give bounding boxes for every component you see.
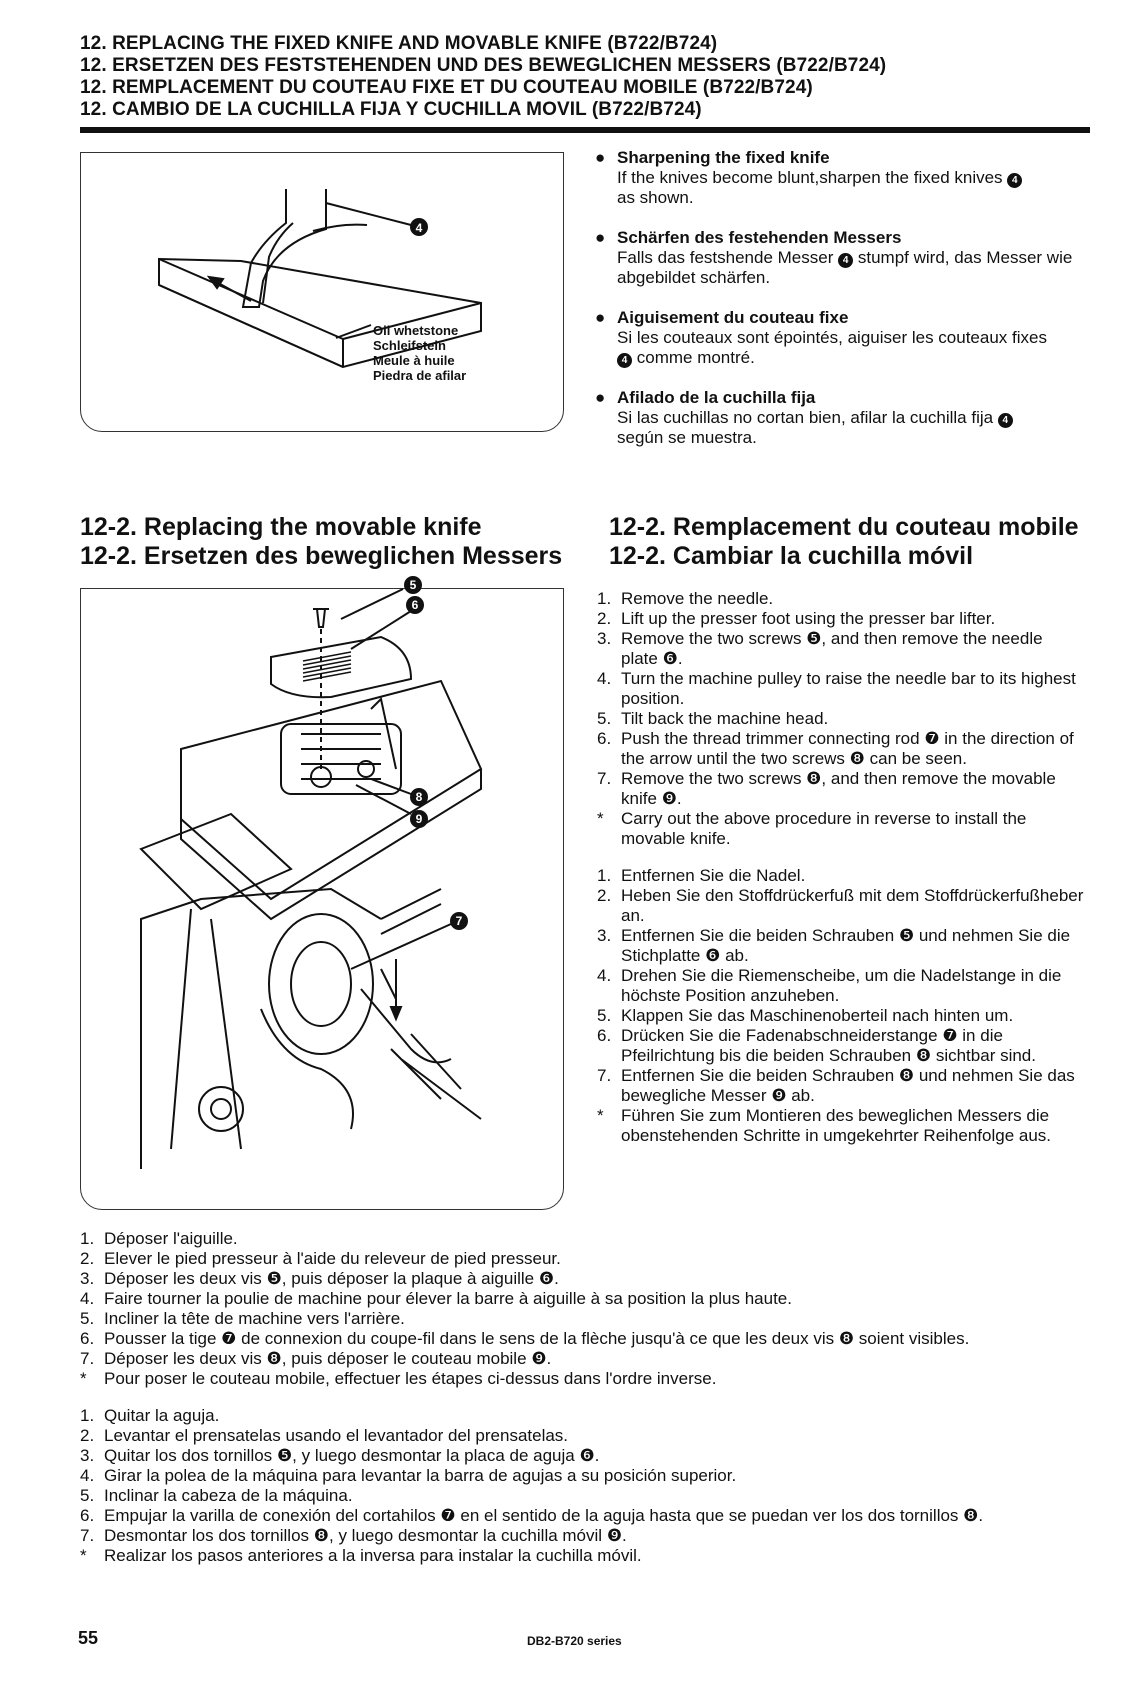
sharpening-fr-text-end: comme montré. bbox=[636, 348, 755, 367]
whetstone-illustration bbox=[81, 153, 563, 431]
list-item: 4. Faire tourner la poulie de machine pour élever la barre à aiguille à sa position la plus haute. bbox=[80, 1289, 792, 1308]
list-item: 7. Déposer les deux vis ❽, puis déposer le couteau mobile ❾. bbox=[80, 1349, 552, 1368]
sharpening-fr-heading: Aiguisement du couteau fixe bbox=[617, 308, 849, 327]
title-es: 12. CAMBIO DE LA CUCHILLA FIJA Y CUCHILLA MOVIL (B722/B724) bbox=[80, 99, 702, 120]
list-item: 6. Drücken Sie die Fadenabschneiderstange ❼ in die Pfeilrichtung bis die beiden Schrauben ❽ sichtbar sind. bbox=[597, 1026, 1036, 1065]
sharpening-fr: ● Aiguisement du couteau fixe Si les couteaux sont épointés, aiguiser les couteaux fixes 4 comme montré. bbox=[617, 308, 1084, 368]
page-number: 55 bbox=[78, 1628, 99, 1648]
list-item: 5. Incliner la tête de machine vers l'arrière. bbox=[80, 1309, 405, 1328]
list-item: 5. Inclinar la cabeza de la máquina. bbox=[80, 1486, 353, 1505]
list-item: 2. Levantar el prensatelas usando el levantador del prensatelas. bbox=[80, 1426, 569, 1445]
list-item: 4. Turn the machine pulley to raise the needle bar to its highest position. bbox=[597, 669, 1076, 708]
label-oil-whetstone: Oil whetstone bbox=[373, 323, 459, 338]
figure-movable-knife bbox=[80, 578, 564, 1210]
list-item: 3. Déposer les deux vis ❺, puis déposer la plaque à aiguille ❻. bbox=[80, 1269, 559, 1288]
list-item: 7. Remove the two screws ❽, and then remove the movable knife ❾. bbox=[597, 769, 1056, 808]
label-piedra: Piedra de afilar bbox=[373, 368, 467, 383]
list-item: 5. Klappen Sie das Maschinenoberteil nach hinten um. bbox=[597, 1006, 1014, 1025]
title-en: 12. REPLACING THE FIXED KNIFE AND MOVABLE KNIFE (B722/B724) bbox=[80, 33, 718, 54]
list-item: * Führen Sie zum Montieren des beweglichen Messers die obenstehenden Schritte in umgekehrter Reihenfolge aus. bbox=[597, 1106, 1052, 1145]
sharpening-de-text-end: stumpf wird, das Messer wie abgebildet schärfen. bbox=[617, 248, 1073, 287]
section2-title-en: 12-2. Replacing the movable knife bbox=[80, 513, 482, 541]
list-item: 3. Entfernen Sie die beiden Schrauben ❺ und nehmen Sie die Stichplatte ❻ ab. bbox=[597, 926, 1071, 965]
sharpening-fr-text: Si les couteaux sont épointés, aiguiser les couteaux fixes bbox=[617, 328, 1047, 347]
series-label: DB2-B720 series bbox=[527, 1634, 622, 1648]
steps-fr bbox=[80, 1229, 1090, 1389]
section2-title-es: 12-2. Cambiar la cuchilla móvil bbox=[609, 542, 974, 570]
callout-9-label: 9 bbox=[415, 812, 423, 826]
steps-en bbox=[597, 589, 1084, 849]
callout-6-label: 6 bbox=[411, 598, 419, 612]
list-item: 3. Quitar los dos tornillos ❺, y luego desmontar la placa de aguja ❻. bbox=[80, 1446, 600, 1465]
list-item: 1. Quitar la aguja. bbox=[80, 1406, 220, 1425]
sharpening-de-text: Falls das festshende Messer bbox=[617, 248, 834, 267]
movable-knife-illustration bbox=[81, 578, 563, 1209]
list-item: * Pour poser le couteau mobile, effectuer les étapes ci-dessus dans l'ordre inverse. bbox=[80, 1369, 717, 1388]
callout-8-label: 8 bbox=[415, 790, 423, 804]
sharpening-en-text: If the knives become blunt,sharpen the fixed knives bbox=[617, 168, 1003, 187]
steps-de bbox=[597, 866, 1084, 1146]
list-item: 7. Desmontar los dos tornillos ❽, y luego desmontar la cuchilla móvil ❾. bbox=[80, 1526, 627, 1545]
list-item: 2. Elever le pied presseur à l'aide du releveur de pied presseur. bbox=[80, 1249, 561, 1268]
steps-es bbox=[80, 1406, 1090, 1566]
list-item: 1. Remove the needle. bbox=[597, 589, 774, 608]
header-rule bbox=[80, 127, 1090, 133]
sharpening-de-heading: Schärfen des festehenden Messers bbox=[617, 228, 902, 247]
callout-5-label: 5 bbox=[409, 578, 417, 592]
list-item: 6. Empujar la varilla de conexión del cortahilos ❼ en el sentido de la aguja hasta que se puedan ver los dos tornillos ❽. bbox=[80, 1506, 984, 1525]
sharpening-en-text-end: as shown. bbox=[617, 188, 694, 207]
list-item: 3. Remove the two screws ❺, and then remove the needle plate ❻. bbox=[597, 629, 1043, 668]
sharpening-es-text: Si las cuchillas no cortan bien, afilar la cuchilla fija bbox=[617, 408, 994, 427]
sharpening-es: ● Afilado de la cuchilla fija Si las cuchillas no cortan bien, afilar la cuchilla fija 4 según se muestra. bbox=[617, 388, 1084, 448]
list-item: 4. Drehen Sie die Riemenscheibe, um die Nadelstange in die höchste Position anzuheben. bbox=[597, 966, 1062, 1005]
list-item: 7. Entfernen Sie die beiden Schrauben ❽ und nehmen Sie das bewegliche Messer ❾ ab. bbox=[597, 1066, 1075, 1105]
callout-7-label: 7 bbox=[455, 914, 463, 928]
sharpening-de: ● Schärfen des festehenden Messers Falls das festshende Messer 4 stumpf wird, das Messer wie abgebildet schärfen. bbox=[617, 228, 1084, 288]
sharpening-en-heading: Sharpening the fixed knife bbox=[617, 148, 830, 167]
callout-4-label: 4 bbox=[415, 221, 423, 235]
title-fr: 12. REMPLACEMENT DU COUTEAU FIXE ET DU COUTEAU MOBILE (B722/B724) bbox=[80, 77, 813, 98]
list-item: 5. Tilt back the machine head. bbox=[597, 709, 829, 728]
section2-title-fr: 12-2. Remplacement du couteau mobile bbox=[609, 513, 1079, 541]
list-item: 2. Lift up the presser foot using the presser bar lifter. bbox=[597, 609, 996, 628]
sharpening-es-text-end: según se muestra. bbox=[617, 428, 757, 447]
figure-whetstone bbox=[80, 152, 564, 432]
list-item: 2. Heben Sie den Stoffdrückerfuß mit dem Stoffdrückerfußheber an. bbox=[597, 886, 1084, 925]
sharpening-es-heading: Afilado de la cuchilla fija bbox=[617, 388, 816, 407]
label-schleifstein: Schleifstein bbox=[373, 338, 446, 353]
list-item: * Realizar los pasos anteriores a la inversa para instalar la cuchilla móvil. bbox=[80, 1546, 642, 1565]
label-meule: Meule à huile bbox=[373, 353, 455, 368]
title-de: 12. ERSETZEN DES FESTSTEHENDEN UND DES BEWEGLICHEN MESSERS (B722/B724) bbox=[80, 55, 887, 76]
list-item: 6. Pousser la tige ❼ de connexion du coupe-fil dans le sens de la flèche jusqu'à ce que les deux vis ❽ soient visibles. bbox=[80, 1329, 970, 1348]
list-item: 1. Déposer l'aiguille. bbox=[80, 1229, 238, 1248]
sharpening-en: ● Sharpening the fixed knife If the knives become blunt,sharpen the fixed knives 4 as shown. bbox=[617, 148, 1084, 208]
list-item: 4. Girar la polea de la máquina para levantar la barra de agujas a su posición superior. bbox=[80, 1466, 737, 1485]
list-item: 1. Entfernen Sie die Nadel. bbox=[597, 866, 806, 885]
list-item: * Carry out the above procedure in reverse to install the movable knife. bbox=[597, 809, 1027, 848]
list-item: 6. Push the thread trimmer connecting rod ❼ in the direction of the arrow until the two screws ❽ can be seen. bbox=[597, 729, 1074, 768]
section2-title-de: 12-2. Ersetzen des beweglichen Messers bbox=[80, 542, 563, 570]
